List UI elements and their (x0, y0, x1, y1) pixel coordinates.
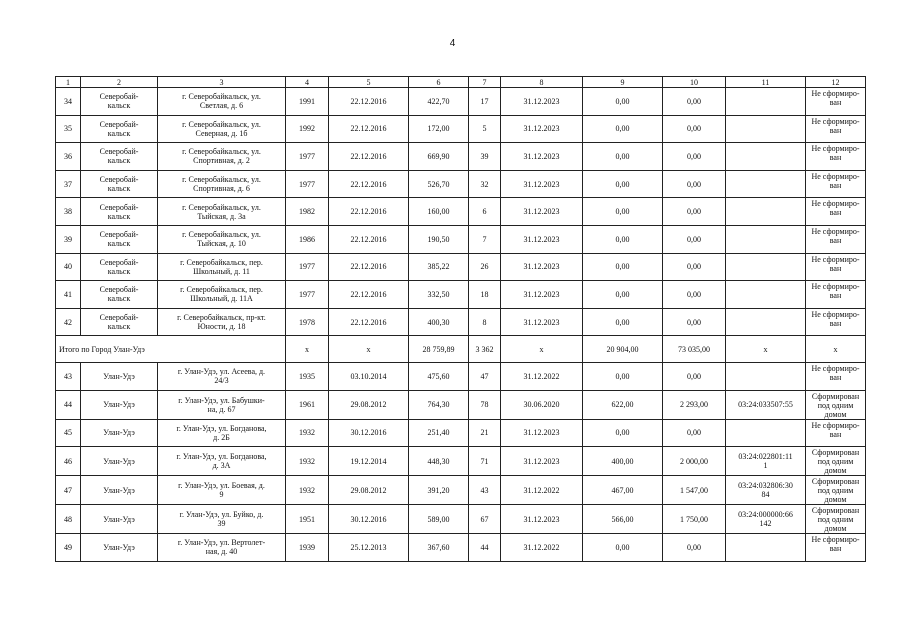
row-number-cell: 48 (56, 505, 81, 534)
cost-cell: 0,00 (663, 534, 726, 562)
cost-cell: 0,00 (663, 308, 726, 336)
cadastral-number-cell (726, 281, 806, 309)
column-header: 1 (56, 77, 81, 88)
row-number-cell: 37 (56, 170, 81, 198)
land-status-cell: Не сформиро- ван (806, 534, 866, 562)
cadastral-number-cell: 03:24:022801:11 1 (726, 447, 806, 476)
total-value-cell: x (501, 336, 583, 363)
column-header: 5 (329, 77, 409, 88)
land-status-cell: Сформирован под одним домом (806, 505, 866, 534)
land-status-cell: Не сформиро- ван (806, 253, 866, 281)
year-built-cell: 1992 (286, 115, 329, 143)
deadline-cell: 31.12.2023 (501, 115, 583, 143)
date-cell: 22.12.2016 (329, 170, 409, 198)
date-cell: 22.12.2016 (329, 115, 409, 143)
table-row (56, 88, 866, 116)
land-area-cell: 0,00 (583, 198, 663, 226)
area-cell: 332,50 (409, 281, 469, 309)
address-cell: г. Улан-Удэ, ул. Асеева, д. 24/3 (158, 362, 286, 390)
address-cell: г. Северобайкальск, ул. Северная, д. 1б (158, 115, 286, 143)
date-cell: 22.12.2016 (329, 225, 409, 253)
page-number: 4 (449, 38, 456, 49)
column-header: 12 (806, 77, 866, 88)
deadline-cell: 31.12.2023 (501, 253, 583, 281)
cost-cell: 1 547,00 (663, 476, 726, 505)
residents-cell: 8 (469, 308, 501, 336)
address-cell: г. Северобайкальск, ул. Спортивная, д. 2 (158, 143, 286, 171)
area-cell: 764,30 (409, 390, 469, 419)
cadastral-number-cell: 03:24:033507:55 (726, 390, 806, 419)
table-row (56, 308, 866, 336)
cadastral-number-cell (726, 198, 806, 226)
address-cell: г. Северобайкальск, ул. Тыйская, д. 10 (158, 225, 286, 253)
cadastral-number-cell (726, 419, 806, 447)
residents-cell: 26 (469, 253, 501, 281)
settlement-cell: Улан-Удэ (81, 447, 158, 476)
address-cell: г. Северобайкальск, пер. Школьный, д. 11А (158, 281, 286, 309)
total-value-cell: 28 759,89 (409, 336, 469, 363)
cost-cell: 2 000,00 (663, 447, 726, 476)
column-header: 8 (501, 77, 583, 88)
row-number-cell: 47 (56, 476, 81, 505)
settlement-cell: Улан-Удэ (81, 419, 158, 447)
land-area-cell: 0,00 (583, 143, 663, 171)
residents-cell: 47 (469, 362, 501, 390)
date-cell: 22.12.2016 (329, 88, 409, 116)
table-row (56, 505, 866, 534)
row-number-cell: 39 (56, 225, 81, 253)
address-cell: г. Улан-Удэ, ул. Буйко, д. 39 (158, 505, 286, 534)
cost-cell: 0,00 (663, 281, 726, 309)
cost-cell: 2 293,00 (663, 390, 726, 419)
table-row (56, 115, 866, 143)
column-header: 10 (663, 77, 726, 88)
settlement-cell: Северобай- кальск (81, 115, 158, 143)
address-cell: г. Северобайкальск, ул. Светлая, д. 6 (158, 88, 286, 116)
address-cell: г. Улан-Удэ, ул. Бабушки- на, д. 67 (158, 390, 286, 419)
total-value-cell: x (329, 336, 409, 363)
total-label: Итого по Город Улан-Удэ (56, 336, 286, 363)
area-cell: 160,00 (409, 198, 469, 226)
total-value-cell: 20 904,00 (583, 336, 663, 363)
deadline-cell: 31.12.2023 (501, 419, 583, 447)
land-status-cell: Не сформиро- ван (806, 362, 866, 390)
residents-cell: 17 (469, 88, 501, 116)
cadastral-number-cell (726, 534, 806, 562)
year-built-cell: 1977 (286, 253, 329, 281)
year-built-cell: 1932 (286, 419, 329, 447)
row-number-cell: 36 (56, 143, 81, 171)
residents-cell: 7 (469, 225, 501, 253)
deadline-cell: 31.12.2023 (501, 170, 583, 198)
column-header: 6 (409, 77, 469, 88)
deadline-cell: 31.12.2022 (501, 362, 583, 390)
cadastral-number-cell (726, 362, 806, 390)
deadline-cell: 31.12.2023 (501, 281, 583, 309)
area-cell: 190,50 (409, 225, 469, 253)
table-body (56, 77, 866, 562)
settlement-cell: Улан-Удэ (81, 534, 158, 562)
residents-cell: 39 (469, 143, 501, 171)
residents-cell: 71 (469, 447, 501, 476)
date-cell: 30.12.2016 (329, 419, 409, 447)
settlement-cell: Северобай- кальск (81, 170, 158, 198)
date-cell: 22.12.2016 (329, 198, 409, 226)
total-value-cell: x (806, 336, 866, 363)
date-cell: 03.10.2014 (329, 362, 409, 390)
settlement-cell: Северобай- кальск (81, 143, 158, 171)
year-built-cell: 1961 (286, 390, 329, 419)
settlement-cell: Улан-Удэ (81, 362, 158, 390)
deadline-cell: 31.12.2023 (501, 505, 583, 534)
land-area-cell: 0,00 (583, 88, 663, 116)
land-status-cell: Сформирован под одним домом (806, 476, 866, 505)
land-area-cell: 0,00 (583, 419, 663, 447)
address-cell: г. Северобайкальск, ул. Спортивная, д. 6 (158, 170, 286, 198)
table-row (56, 253, 866, 281)
cadastral-number-cell (726, 225, 806, 253)
date-cell: 22.12.2016 (329, 143, 409, 171)
land-status-cell: Не сформиро- ван (806, 143, 866, 171)
year-built-cell: 1977 (286, 281, 329, 309)
residents-cell: 44 (469, 534, 501, 562)
row-number-cell: 49 (56, 534, 81, 562)
residents-cell: 6 (469, 198, 501, 226)
year-built-cell: 1977 (286, 143, 329, 171)
cadastral-number-cell (726, 115, 806, 143)
cadastral-number-cell: 03:24:000000:66 142 (726, 505, 806, 534)
residents-cell: 18 (469, 281, 501, 309)
cost-cell: 0,00 (663, 253, 726, 281)
table-header-row (56, 77, 866, 88)
land-status-cell: Не сформиро- ван (806, 115, 866, 143)
row-number-cell: 46 (56, 447, 81, 476)
table-row (56, 143, 866, 171)
land-area-cell: 622,00 (583, 390, 663, 419)
cadastral-number-cell (726, 143, 806, 171)
land-status-cell: Не сформиро- ван (806, 198, 866, 226)
residents-cell: 21 (469, 419, 501, 447)
deadline-cell: 31.12.2023 (501, 143, 583, 171)
area-cell: 400,30 (409, 308, 469, 336)
total-value-cell: x (726, 336, 806, 363)
year-built-cell: 1977 (286, 170, 329, 198)
settlement-cell: Северобай- кальск (81, 308, 158, 336)
date-cell: 30.12.2016 (329, 505, 409, 534)
cost-cell: 0,00 (663, 362, 726, 390)
row-number-cell: 41 (56, 281, 81, 309)
land-status-cell: Сформирован под одним домом (806, 447, 866, 476)
address-cell: г. Северобайкальск, пр-кт. Юности, д. 18 (158, 308, 286, 336)
land-area-cell: 566,00 (583, 505, 663, 534)
area-cell: 172,00 (409, 115, 469, 143)
cost-cell: 0,00 (663, 115, 726, 143)
address-cell: г. Улан-Удэ, ул. Боевая, д. 9 (158, 476, 286, 505)
row-number-cell: 38 (56, 198, 81, 226)
deadline-cell: 31.12.2023 (501, 88, 583, 116)
column-header: 4 (286, 77, 329, 88)
row-number-cell: 43 (56, 362, 81, 390)
land-area-cell: 0,00 (583, 281, 663, 309)
settlement-cell: Северобай- кальск (81, 281, 158, 309)
date-cell: 22.12.2016 (329, 253, 409, 281)
address-cell: г. Северобайкальск, ул. Тыйская, д. 3а (158, 198, 286, 226)
address-cell: г. Северобайкальск, пер. Школьный, д. 11 (158, 253, 286, 281)
residents-cell: 5 (469, 115, 501, 143)
area-cell: 385,22 (409, 253, 469, 281)
row-number-cell: 45 (56, 419, 81, 447)
table-row (56, 476, 866, 505)
area-cell: 422,70 (409, 88, 469, 116)
table-row (56, 281, 866, 309)
area-cell: 367,60 (409, 534, 469, 562)
deadline-cell: 31.12.2022 (501, 476, 583, 505)
deadline-cell: 31.12.2023 (501, 308, 583, 336)
year-built-cell: 1935 (286, 362, 329, 390)
land-status-cell: Не сформиро- ван (806, 281, 866, 309)
deadline-cell: 31.12.2022 (501, 534, 583, 562)
settlement-cell: Улан-Удэ (81, 476, 158, 505)
table-row (56, 225, 866, 253)
cost-cell: 0,00 (663, 88, 726, 116)
year-built-cell: 1986 (286, 225, 329, 253)
table-row (56, 170, 866, 198)
address-cell: г. Улан-Удэ, ул. Богданова, д. 3А (158, 447, 286, 476)
land-area-cell: 0,00 (583, 534, 663, 562)
row-number-cell: 42 (56, 308, 81, 336)
date-cell: 22.12.2016 (329, 308, 409, 336)
cost-cell: 0,00 (663, 143, 726, 171)
total-row (56, 336, 866, 363)
land-area-cell: 0,00 (583, 308, 663, 336)
date-cell: 29.08.2012 (329, 390, 409, 419)
column-header: 11 (726, 77, 806, 88)
cost-cell: 1 750,00 (663, 505, 726, 534)
date-cell: 19.12.2014 (329, 447, 409, 476)
table-row (56, 390, 866, 419)
address-cell: г. Улан-Удэ, ул. Богданова, д. 2Б (158, 419, 286, 447)
year-built-cell: 1978 (286, 308, 329, 336)
row-number-cell: 34 (56, 88, 81, 116)
land-area-cell: 0,00 (583, 362, 663, 390)
total-value-cell: x (286, 336, 329, 363)
column-header: 7 (469, 77, 501, 88)
area-cell: 251,40 (409, 419, 469, 447)
table-row (56, 362, 866, 390)
table-row (56, 198, 866, 226)
cadastral-number-cell (726, 170, 806, 198)
year-built-cell: 1982 (286, 198, 329, 226)
land-area-cell: 0,00 (583, 225, 663, 253)
year-built-cell: 1932 (286, 447, 329, 476)
cost-cell: 0,00 (663, 198, 726, 226)
area-cell: 669,90 (409, 143, 469, 171)
settlement-cell: Северобай- кальск (81, 225, 158, 253)
land-area-cell: 0,00 (583, 253, 663, 281)
address-cell: г. Улан-Удэ, ул. Вертолет- ная, д. 40 (158, 534, 286, 562)
deadline-cell: 30.06.2020 (501, 390, 583, 419)
row-number-cell: 44 (56, 390, 81, 419)
land-status-cell: Не сформиро- ван (806, 88, 866, 116)
deadline-cell: 31.12.2023 (501, 447, 583, 476)
area-cell: 391,20 (409, 476, 469, 505)
area-cell: 589,00 (409, 505, 469, 534)
total-value-cell: 3 362 (469, 336, 501, 363)
date-cell: 22.12.2016 (329, 281, 409, 309)
deadline-cell: 31.12.2023 (501, 198, 583, 226)
residents-cell: 78 (469, 390, 501, 419)
settlement-cell: Улан-Удэ (81, 505, 158, 534)
table-row (56, 447, 866, 476)
settlement-cell: Северобай- кальск (81, 253, 158, 281)
area-cell: 448,30 (409, 447, 469, 476)
land-status-cell: Не сформиро- ван (806, 419, 866, 447)
year-built-cell: 1951 (286, 505, 329, 534)
land-status-cell: Не сформиро- ван (806, 308, 866, 336)
housing-table (55, 76, 866, 562)
cost-cell: 0,00 (663, 419, 726, 447)
residents-cell: 32 (469, 170, 501, 198)
year-built-cell: 1932 (286, 476, 329, 505)
land-status-cell: Не сформиро- ван (806, 170, 866, 198)
land-area-cell: 400,00 (583, 447, 663, 476)
land-status-cell: Сформирован под одним домом (806, 390, 866, 419)
land-area-cell: 467,00 (583, 476, 663, 505)
year-built-cell: 1939 (286, 534, 329, 562)
cadastral-number-cell (726, 88, 806, 116)
land-area-cell: 0,00 (583, 170, 663, 198)
deadline-cell: 31.12.2023 (501, 225, 583, 253)
date-cell: 29.08.2012 (329, 476, 409, 505)
settlement-cell: Северобай- кальск (81, 198, 158, 226)
table-row (56, 419, 866, 447)
year-built-cell: 1991 (286, 88, 329, 116)
column-header: 2 (81, 77, 158, 88)
row-number-cell: 35 (56, 115, 81, 143)
row-number-cell: 40 (56, 253, 81, 281)
land-status-cell: Не сформиро- ван (806, 225, 866, 253)
date-cell: 25.12.2013 (329, 534, 409, 562)
cost-cell: 0,00 (663, 225, 726, 253)
column-header: 9 (583, 77, 663, 88)
cadastral-number-cell: 03:24:032806:30 84 (726, 476, 806, 505)
cadastral-number-cell (726, 308, 806, 336)
column-header: 3 (158, 77, 286, 88)
table-row (56, 534, 866, 562)
settlement-cell: Северобай- кальск (81, 88, 158, 116)
cost-cell: 0,00 (663, 170, 726, 198)
total-value-cell: 73 035,00 (663, 336, 726, 363)
residents-cell: 67 (469, 505, 501, 534)
area-cell: 526,70 (409, 170, 469, 198)
area-cell: 475,60 (409, 362, 469, 390)
cadastral-number-cell (726, 253, 806, 281)
settlement-cell: Улан-Удэ (81, 390, 158, 419)
land-area-cell: 0,00 (583, 115, 663, 143)
residents-cell: 43 (469, 476, 501, 505)
